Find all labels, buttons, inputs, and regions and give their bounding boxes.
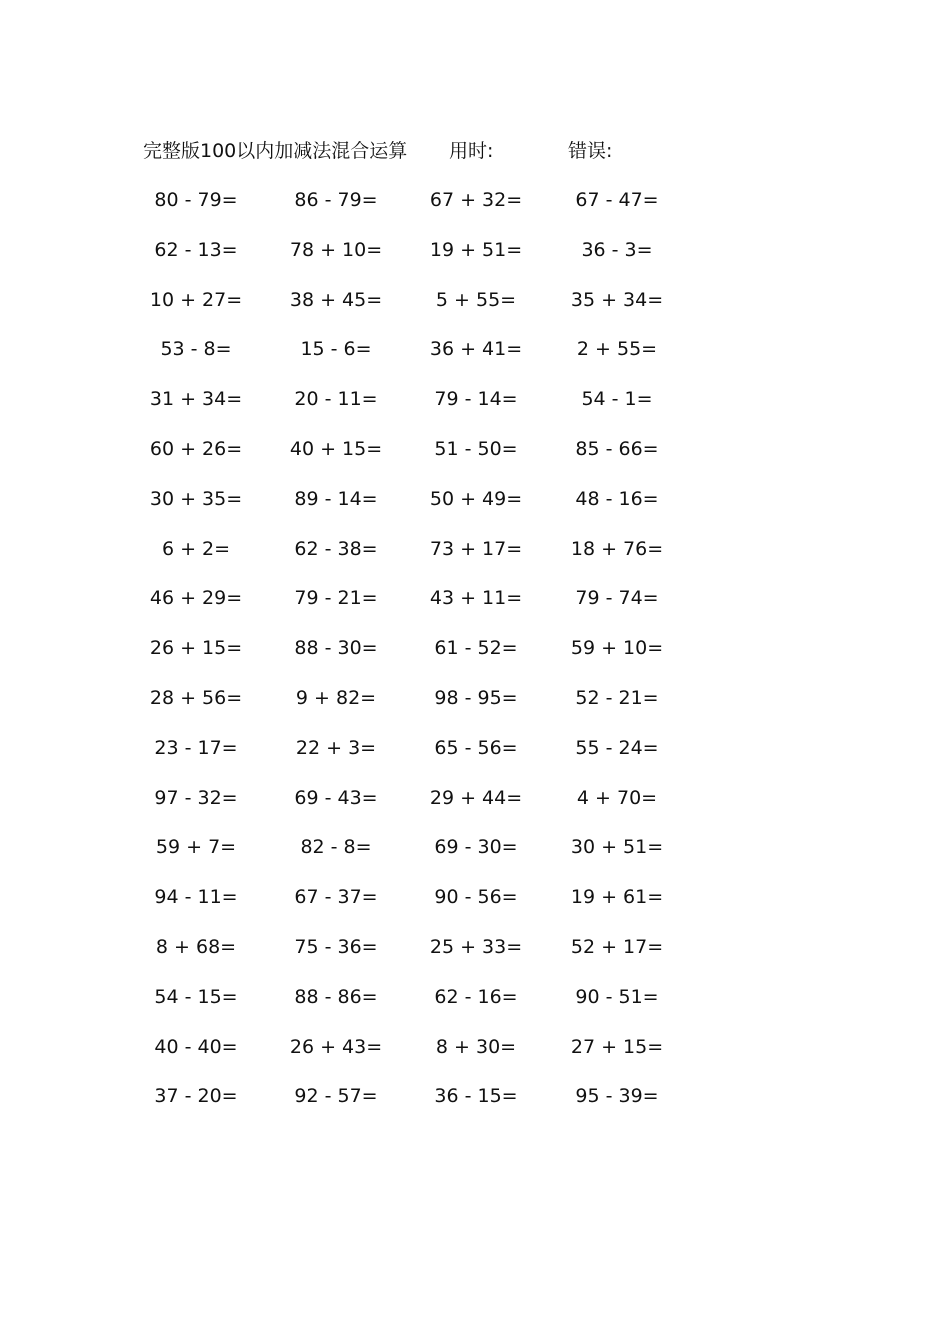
math-problem: 23 - 17= [154, 736, 238, 759]
math-problem: 8 + 68= [155, 935, 237, 958]
math-problem: 18 + 76= [570, 537, 664, 560]
problem-row [0, 533, 950, 583]
math-problem: 30 + 35= [149, 487, 243, 510]
problem-row [0, 782, 950, 832]
math-problem: 52 - 21= [575, 686, 659, 709]
math-problem: 36 + 41= [429, 338, 523, 361]
math-problem: 60 + 26= [149, 437, 243, 460]
math-problem: 46 + 29= [149, 587, 243, 610]
math-problem: 67 - 47= [575, 189, 659, 211]
problem-row [0, 831, 950, 881]
math-problem: 52 + 17= [570, 935, 664, 958]
math-problem: 54 - 1= [581, 388, 653, 411]
math-problem: 67 - 37= [294, 886, 378, 909]
problem-row [0, 184, 950, 234]
math-problem: 69 - 30= [434, 836, 518, 859]
math-problem: 79 - 74= [575, 587, 659, 610]
problem-row [0, 632, 950, 682]
problem-row [0, 981, 950, 1031]
math-problem: 30 + 51= [570, 836, 664, 859]
math-problem: 8 + 30= [435, 1035, 517, 1058]
math-problem: 94 - 11= [154, 886, 238, 909]
worksheet-header [0, 136, 950, 166]
math-problem: 59 + 10= [570, 637, 664, 660]
math-problem: 90 - 51= [575, 985, 659, 1008]
problem-row [0, 1080, 950, 1130]
problem-row [0, 433, 950, 483]
math-problem: 95 - 39= [575, 1085, 659, 1108]
math-problem: 10 + 27= [149, 288, 243, 311]
problem-row [0, 931, 950, 981]
math-problem: 43 + 11= [429, 587, 523, 610]
problem-row [0, 682, 950, 732]
math-problem: 82 - 8= [300, 836, 372, 859]
time-used-label: 用时: [449, 140, 494, 162]
problem-row [0, 383, 950, 433]
page-title: 完整版100以内加减法混合运算 [143, 140, 408, 162]
math-problem: 55 - 24= [575, 736, 659, 759]
math-problem: 27 + 15= [570, 1035, 664, 1058]
math-problem: 78 + 10= [289, 238, 383, 261]
math-problem: 26 + 15= [149, 637, 243, 660]
math-problem: 5 + 55= [435, 288, 517, 311]
math-problem: 37 - 20= [154, 1085, 238, 1108]
math-problem: 31 + 34= [149, 388, 243, 411]
math-problem: 98 - 95= [434, 686, 518, 709]
math-problem: 92 - 57= [294, 1085, 378, 1108]
math-problem: 9 + 82= [295, 686, 377, 709]
math-problem: 54 - 15= [154, 985, 238, 1008]
math-problem: 51 - 50= [434, 437, 518, 460]
math-problem: 85 - 66= [575, 437, 659, 460]
problem-row [0, 483, 950, 533]
math-problem: 75 - 36= [294, 935, 378, 958]
problem-row [0, 881, 950, 931]
math-problem: 35 + 34= [570, 288, 664, 311]
math-problem: 40 + 15= [289, 437, 383, 460]
math-problem: 36 - 3= [581, 238, 653, 261]
problem-row [0, 333, 950, 383]
math-problem: 19 + 61= [570, 886, 664, 909]
math-problem: 4 + 70= [576, 786, 658, 809]
math-problem: 53 - 8= [160, 338, 232, 361]
math-problem: 90 - 56= [434, 886, 518, 909]
math-problem: 61 - 52= [434, 637, 518, 660]
problem-row [0, 732, 950, 782]
errors-label: 错误: [568, 140, 613, 162]
math-problem: 15 - 6= [300, 338, 372, 361]
problem-row [0, 284, 950, 334]
problem-grid [0, 184, 950, 1130]
math-problem: 19 + 51= [429, 238, 523, 261]
math-problem: 59 + 7= [155, 836, 237, 859]
math-problem: 38 + 45= [289, 288, 383, 311]
math-problem: 25 + 33= [429, 935, 523, 958]
math-problem: 29 + 44= [429, 786, 523, 809]
math-problem: 88 - 86= [294, 985, 378, 1008]
problem-row [0, 1031, 950, 1081]
math-problem: 62 - 13= [154, 238, 238, 261]
math-problem: 86 - 79= [294, 189, 378, 211]
math-problem: 50 + 49= [429, 487, 523, 510]
math-problem: 62 - 16= [434, 985, 518, 1008]
math-problem: 97 - 32= [154, 786, 238, 809]
math-problem: 36 - 15= [434, 1085, 518, 1108]
problem-row [0, 234, 950, 284]
math-problem: 20 - 11= [294, 388, 378, 411]
math-problem: 26 + 43= [289, 1035, 383, 1058]
math-problem: 89 - 14= [294, 487, 378, 510]
problem-row [0, 582, 950, 632]
math-problem: 62 - 38= [294, 537, 378, 560]
math-problem: 48 - 16= [575, 487, 659, 510]
math-problem: 40 - 40= [154, 1035, 238, 1058]
math-problem: 22 + 3= [295, 736, 377, 759]
math-problem: 28 + 56= [149, 686, 243, 709]
math-problem: 65 - 56= [434, 736, 518, 759]
math-problem: 79 - 14= [434, 388, 518, 411]
math-problem: 2 + 55= [576, 338, 658, 361]
math-problem: 73 + 17= [429, 537, 523, 560]
math-problem: 79 - 21= [294, 587, 378, 610]
math-problem: 67 + 32= [429, 189, 523, 211]
math-problem: 80 - 79= [154, 189, 238, 211]
math-problem: 69 - 43= [294, 786, 378, 809]
math-problem: 6 + 2= [161, 537, 231, 560]
math-problem: 88 - 30= [294, 637, 378, 660]
